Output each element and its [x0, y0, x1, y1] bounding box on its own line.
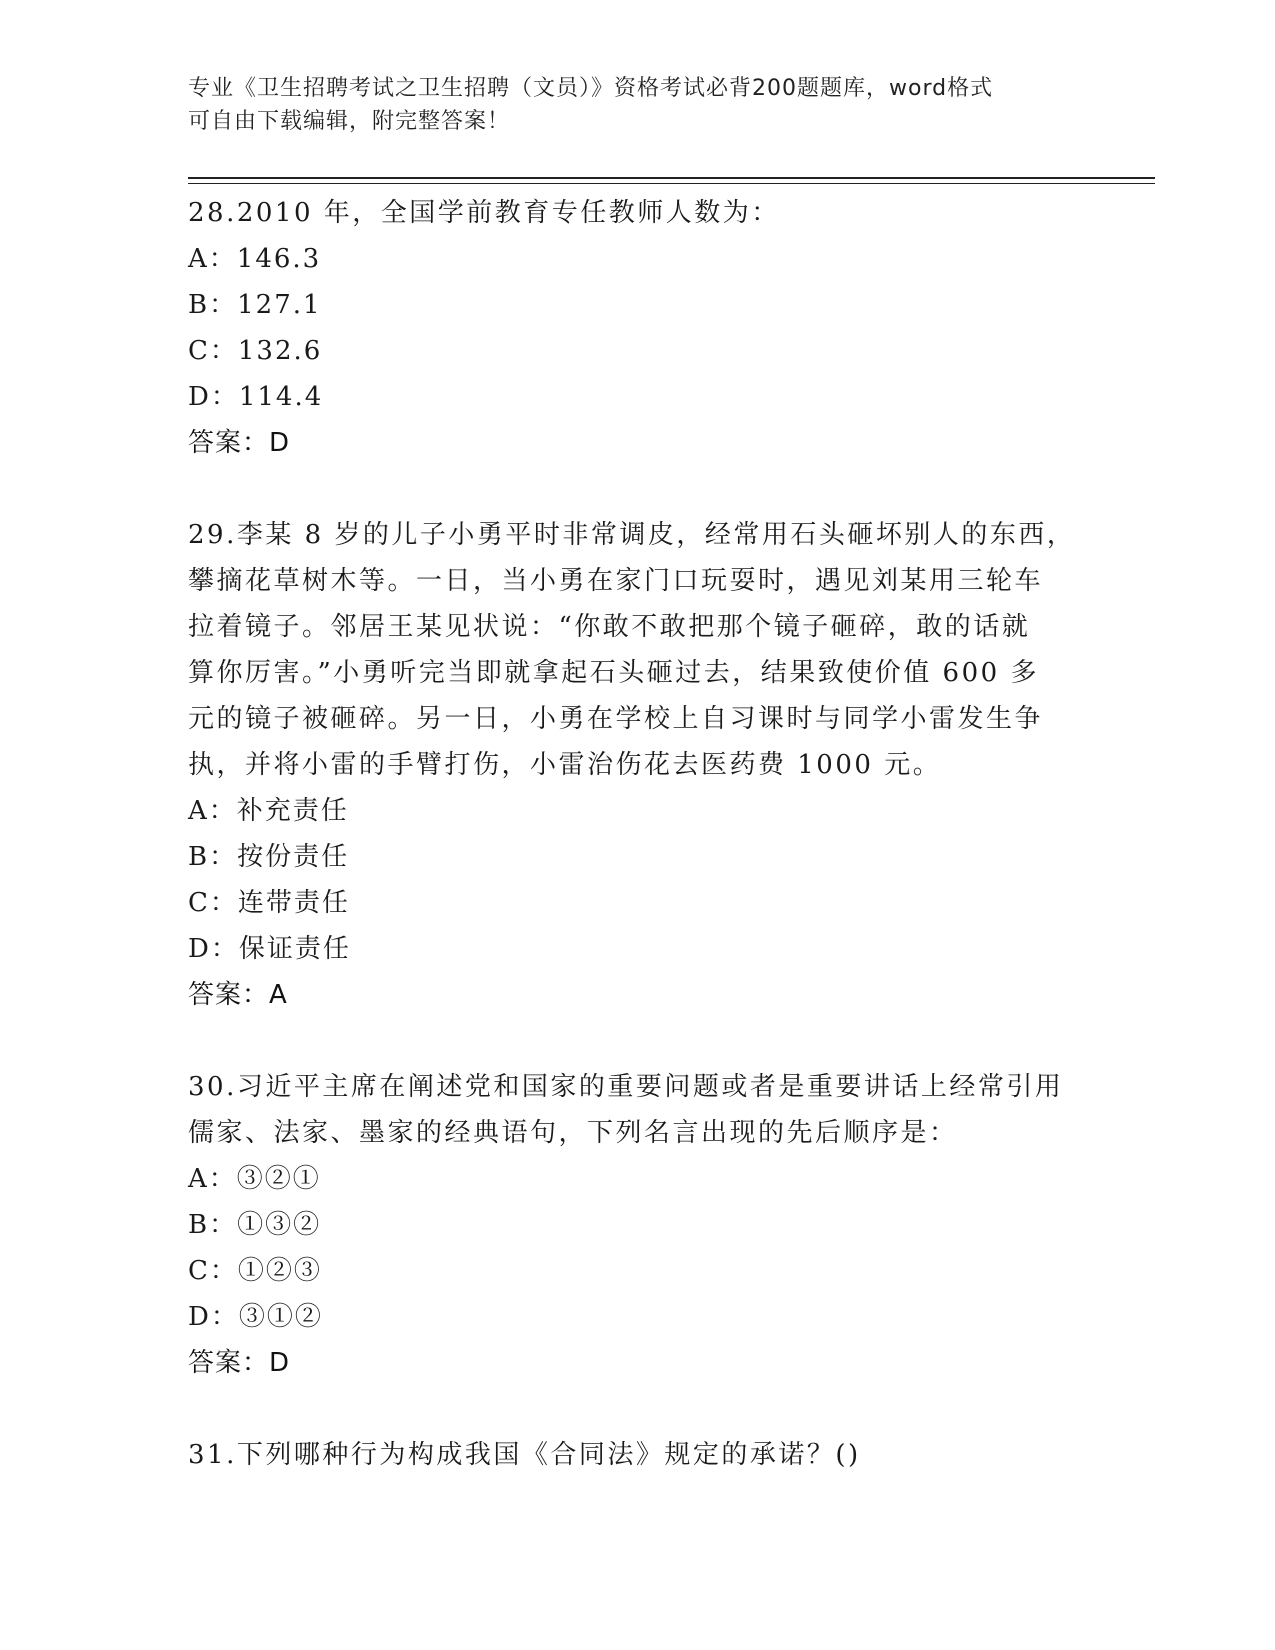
option-b: B：127.1	[188, 290, 322, 320]
spacer	[188, 1018, 1088, 1064]
option-c: C：132.6	[188, 336, 323, 366]
option-b: B：①③②	[188, 1210, 322, 1240]
question-stem-line: 算你厉害。”小勇听完当即就拿起石头砸过去，结果致使价值 600 多	[188, 658, 1039, 688]
option-a: A：146.3	[188, 244, 322, 274]
question-stem-line: 30.习近平主席在阐述党和国家的重要问题或者是重要讲话上经常引用	[188, 1072, 1064, 1102]
question-30	[188, 1064, 1088, 1386]
spacer	[188, 466, 1088, 512]
question-stem-line: 29.李某 8 岁的儿子小勇平时非常调皮，经常用石头砸坏别人的东西，	[188, 520, 1076, 550]
header-line-1: 专业《卫生招聘考试之卫生招聘（文员）》资格考试必背200题题库，word格式	[188, 76, 994, 101]
spacer	[188, 1386, 1088, 1432]
header-rule-thin	[188, 183, 1155, 184]
question-stem: 28.2010 年，全国学前教育专任教师人数为：	[188, 198, 780, 228]
question-29	[188, 512, 1088, 1018]
answer-label: 答案：D	[188, 428, 291, 458]
question-stem-line: 拉着镜子。邻居王某见状说：“你敢不敢把那个镜子砸碎，敢的话就	[188, 612, 1031, 642]
question-stem-line: 执，并将小雷的手臂打伤，小雷治伤花去医药费 1000 元。	[188, 750, 942, 780]
header-line-2: 可自由下载编辑，附完整答案！	[188, 109, 511, 134]
document-header	[188, 72, 1068, 138]
question-stem-line: 儒家、法家、墨家的经典语句，下列名言出现的先后顺序是：	[188, 1118, 958, 1148]
question-stem-line: 攀摘花草树木等。一日，当小勇在家门口玩耍时，遇见刘某用三轮车	[188, 566, 1044, 596]
option-d: D：③①②	[188, 1302, 323, 1332]
option-c: C：连带责任	[188, 888, 350, 918]
option-a: A：③②①	[188, 1164, 321, 1194]
option-a: A：补充责任	[188, 796, 349, 826]
header-rule-thick	[188, 177, 1155, 179]
option-c: C：①②③	[188, 1256, 322, 1286]
question-stem-line: 元的镜子被砸碎。另一日，小勇在学校上自习课时与同学小雷发生争	[188, 704, 1044, 734]
option-b: B：按份责任	[188, 842, 350, 872]
option-d: D：114.4	[188, 382, 324, 412]
answer-label: 答案：A	[188, 980, 288, 1010]
option-d: D：保证责任	[188, 934, 351, 964]
question-list	[188, 190, 1088, 1478]
question-stem: 31.下列哪种行为构成我国《合同法》规定的承诺？()	[188, 1440, 861, 1470]
answer-label: 答案：D	[188, 1348, 291, 1378]
question-31	[188, 1432, 1088, 1478]
question-28	[188, 190, 1088, 466]
